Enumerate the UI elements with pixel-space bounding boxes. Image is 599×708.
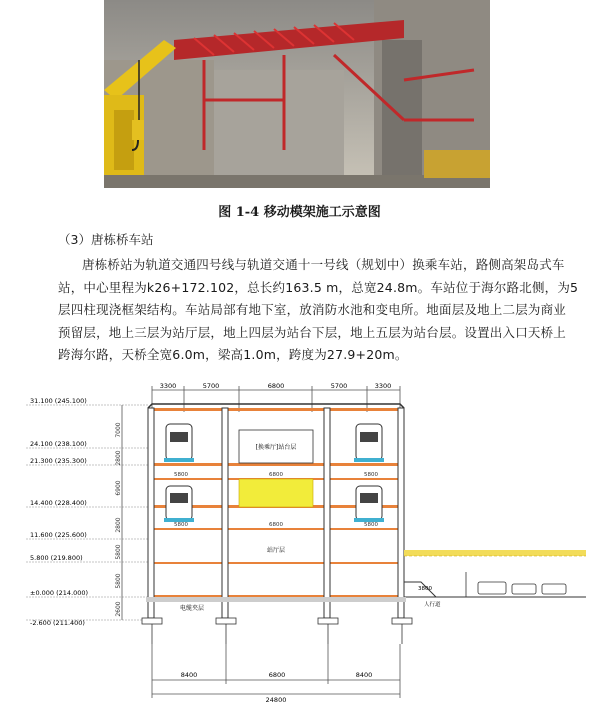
room-label: [换乘厅]站台层 — [255, 444, 297, 451]
storey-dim: 5800 — [115, 573, 122, 589]
elevation-label: 31.100 (245.100) — [30, 397, 87, 405]
figure-caption: 图 1-4 移动模架施工示意图 — [218, 205, 381, 220]
cross-section-drawing — [26, 382, 586, 704]
inner-dim: 5800 — [364, 522, 378, 528]
storey-dim: 6900 — [115, 480, 122, 496]
elevation-label: -2.600 (211.400) — [30, 619, 85, 627]
construction-photo-illustration — [104, 0, 490, 188]
paragraph-line: 预留层，地上三层为站厅层，地上四层为站台下层，地上五层为站台层。设置出入口天桥上 — [58, 324, 567, 340]
elevation-label: 21.300 (235.300) — [30, 457, 87, 465]
storey-dim: 7000 — [115, 422, 122, 438]
small-dim: 3800 — [418, 586, 432, 592]
room-label: 站厅层 — [266, 547, 286, 554]
room-label: 人行道 — [424, 602, 441, 608]
top-dim: 3300 — [374, 382, 392, 390]
storey-dim: 2800 — [115, 517, 122, 533]
bottom-dim: 6800 — [268, 671, 286, 679]
paragraph-line: 站，中心里程为k26+172.102，总长约163.5 m，总宽24.8m。车站位于海尔路北侧，为5 — [58, 279, 579, 295]
room-label: 电缆夹层 — [179, 605, 205, 612]
section-heading: （3）唐栋桥车站 — [58, 232, 154, 247]
paragraph-line: 跨海尔路，天桥全宽6.0m，梁高1.0m，跨度为27.9+20m。 — [58, 347, 408, 362]
elevation-label: 5.800 (219.800) — [30, 554, 83, 562]
elevation-label: 24.100 (238.100) — [30, 440, 87, 448]
inner-dim: 5800 — [174, 472, 188, 478]
elevation-label: 11.600 (225.600) — [30, 531, 87, 539]
inner-dim: 6800 — [269, 472, 283, 478]
bottom-dim: 8400 — [180, 671, 198, 679]
bottom-dim: 8400 — [355, 671, 373, 679]
top-dim: 3300 — [159, 382, 177, 390]
paragraph-line: 唐栋桥站为轨道交通四号线与轨道交通十一号线（规划中）换乘车站，路侧高架岛式车 — [82, 257, 565, 272]
paragraph-line: 层四柱现浇框架结构。车站局部有地下室，放消防水池和变电所。地面层及地上二层为商业 — [58, 302, 567, 317]
top-dim: 6800 — [267, 382, 285, 390]
elevation-label: 14.400 (228.400) — [30, 499, 87, 507]
inner-dim: 5800 — [364, 472, 378, 478]
train-upper-left — [164, 424, 194, 462]
construction-photo — [104, 0, 490, 188]
inner-dim: 6800 — [269, 522, 283, 528]
top-dim: 5700 — [330, 382, 348, 390]
storey-dim: 5800 — [115, 544, 122, 560]
station-cross-section — [26, 382, 586, 704]
total-dim: 24800 — [265, 696, 287, 704]
station-description — [58, 254, 579, 367]
storey-dim: 2600 — [115, 601, 122, 617]
top-dim: 5700 — [202, 382, 220, 390]
elevation-label: ±0.000 (214.000) — [30, 589, 89, 597]
train-upper-right — [354, 424, 384, 462]
train-lower-left — [164, 486, 194, 522]
train-lower-right — [354, 486, 384, 522]
inner-dim: 5800 — [174, 522, 188, 528]
storey-dim: 2800 — [115, 450, 122, 466]
